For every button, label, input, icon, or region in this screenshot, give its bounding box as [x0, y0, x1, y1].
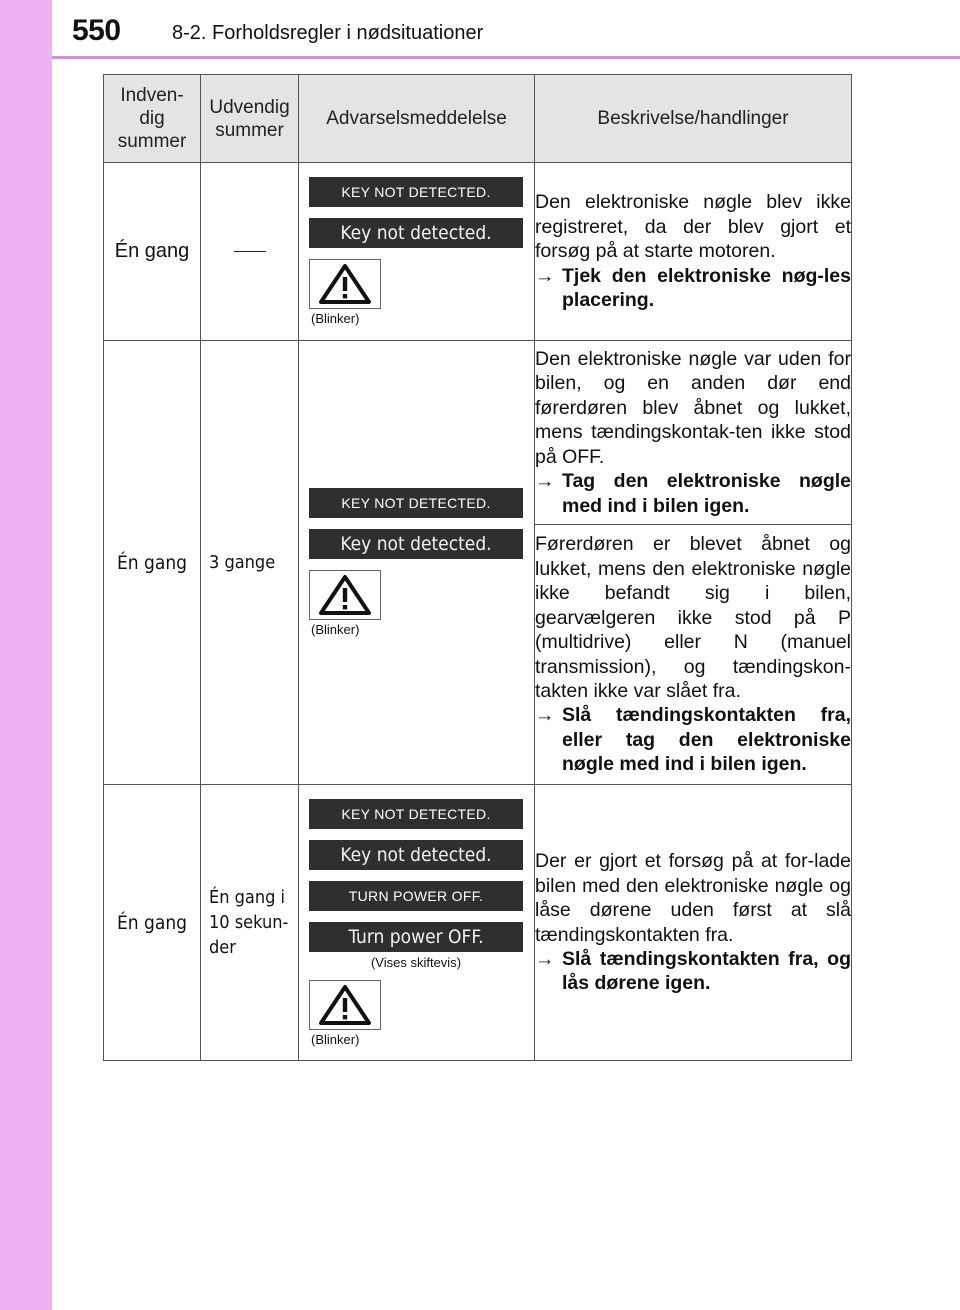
description-text: Den elektroniske nøgle var uden for bilen, og en anden dør end førerdøren blev åbnet og lukket, mens tændingskontak-ten ikke stod på OFF.	[535, 348, 851, 468]
description-text: Der er gjort et forsøg på at for-lade bilen med den elektroniske nøgle og låse dørene uden først at slå tændingskontakten fra.	[535, 850, 851, 946]
table-row	[104, 163, 852, 341]
action-line	[535, 947, 851, 996]
section-title: 8-2. Forholdsregler i nødsituationer	[172, 22, 484, 44]
warning-message-cell	[299, 341, 535, 785]
external-line: Én gang i	[209, 887, 286, 908]
arrow-icon: →	[535, 704, 555, 727]
action-line	[535, 469, 851, 518]
warning-message-table	[103, 74, 852, 1061]
header-description: Beskrivelse/handlinger	[535, 75, 852, 163]
side-strip	[0, 0, 52, 1310]
message-bar: Key not detected.	[309, 840, 523, 870]
action-text: Slå tændingskontakten fra, eller tag den elektroniske nøgle med ind i bilen igen.	[562, 704, 851, 776]
external-buzzer-cell	[201, 785, 299, 1061]
description-cell	[535, 163, 852, 341]
action-line	[535, 264, 851, 313]
message-bar: KEY NOT DETECTED.	[309, 799, 523, 829]
blink-caption: (Blinker)	[311, 311, 360, 326]
description-cell	[535, 341, 852, 525]
warning-message-cell	[299, 785, 535, 1061]
blink-caption: (Blinker)	[311, 622, 360, 637]
description-cell	[535, 525, 852, 785]
message-bar: Key not detected.	[309, 529, 523, 559]
description-text: Førerdøren er blevet åbnet og lukket, mens den elektroniske nøgle ikke befandt sig i bilen, gearvælgeren ikke stod på P (multidrive) eller N (manuel transmission), og tændingskon-takten ikke var slået fra.	[535, 533, 851, 702]
message-bar: KEY NOT DETECTED.	[309, 177, 523, 207]
header-internal-buzzer: Indven- dig summer	[104, 75, 201, 163]
header-external-buzzer: Udvendig summer	[201, 75, 299, 163]
external-line: der	[209, 937, 236, 958]
message-bar: Turn power OFF.	[309, 922, 523, 952]
description-text: Den elektroniske nøgle blev ikke registreret, da der blev gjort et forsøg på at starte motoren.	[535, 191, 851, 263]
warning-triangle-icon	[309, 570, 381, 620]
table-row	[104, 341, 852, 525]
external-line: 10 sekun-	[209, 912, 289, 933]
internal-buzzer-cell: Én gang	[104, 341, 201, 785]
action-text: Tjek den elektroniske nøg-les placering.	[562, 264, 851, 312]
action-line	[535, 703, 851, 776]
description-cell	[535, 785, 852, 1061]
arrow-icon: →	[535, 470, 555, 493]
internal-buzzer-cell: Én gang	[104, 785, 201, 1061]
alternate-caption: (Vises skiftevis)	[370, 954, 462, 970]
message-bar: KEY NOT DETECTED.	[309, 488, 523, 518]
message-bar: Key not detected.	[309, 218, 523, 248]
message-bar: TURN POWER OFF.	[309, 881, 523, 911]
internal-buzzer-cell: Én gang	[104, 163, 201, 341]
external-buzzer-cell: 3 gange	[201, 341, 299, 785]
table-header-row	[104, 75, 852, 163]
arrow-icon: →	[535, 264, 555, 287]
arrow-icon: →	[535, 947, 555, 970]
action-text: Slå tændingskontakten fra, og lås dørene igen.	[562, 947, 851, 995]
warning-message-cell	[299, 163, 535, 341]
warning-triangle-icon	[309, 980, 381, 1030]
dash-line	[234, 251, 266, 252]
external-buzzer-cell	[201, 163, 299, 341]
header-warning-message: Advarselsmeddelelse	[299, 75, 535, 163]
action-text: Tag den elektroniske nøgle med ind i bilen igen.	[562, 470, 851, 517]
page-number: 550	[72, 14, 121, 47]
header-line	[52, 56, 960, 59]
warning-triangle-icon	[309, 259, 381, 309]
blink-caption: (Blinker)	[311, 1031, 360, 1047]
table-row	[104, 785, 852, 1061]
